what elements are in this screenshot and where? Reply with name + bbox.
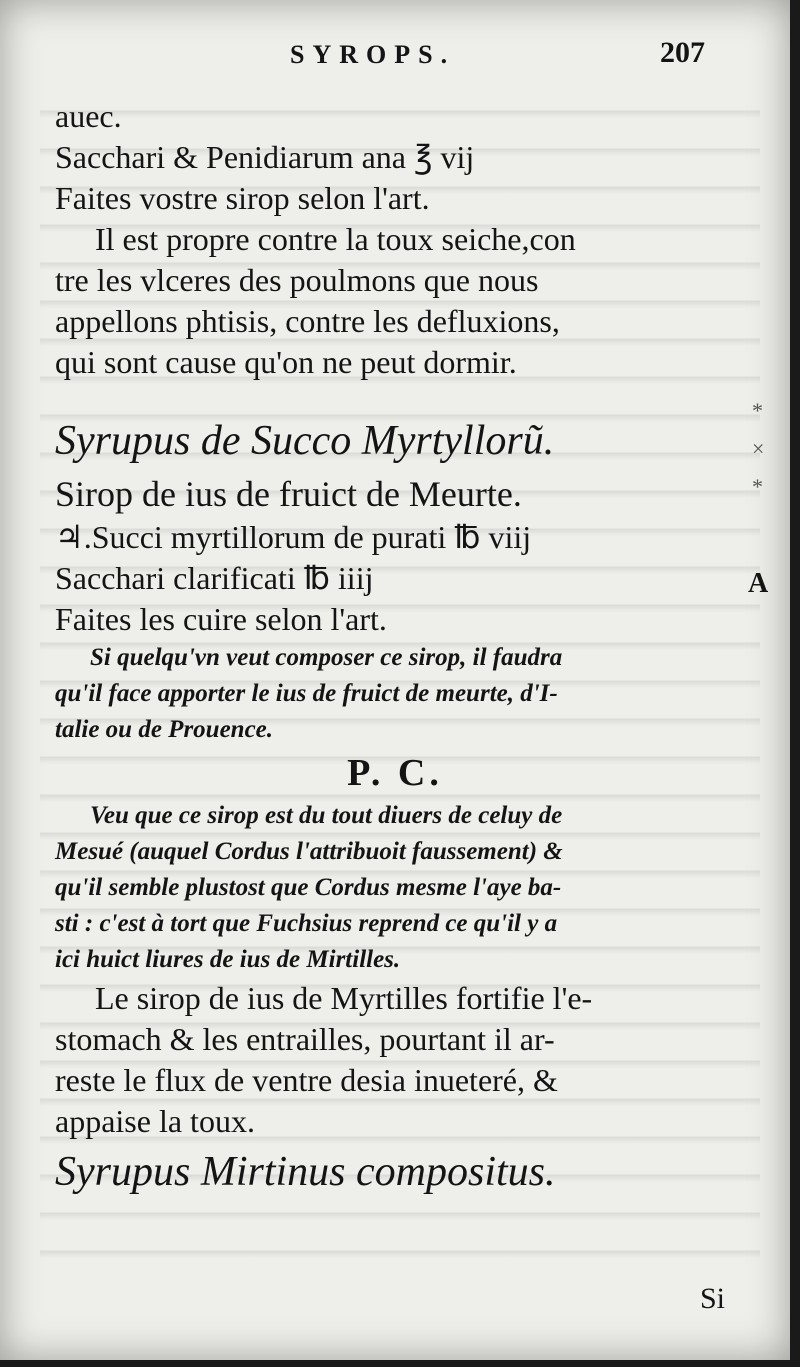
text-line: stomach & les entrailles, pourtant il ar- xyxy=(55,1021,555,1057)
catchword: Si xyxy=(700,1282,726,1315)
margin-asterisk: × xyxy=(752,436,765,461)
text-line: Faites vostre sirop selon l'art. xyxy=(55,180,430,216)
running-title: SYROPS. xyxy=(290,40,456,69)
text-line: Faites les cuire selon l'art. xyxy=(55,601,387,637)
text-line: reste le flux de ventre desia inueteré, & xyxy=(55,1062,558,1098)
usage-paragraph xyxy=(55,219,735,383)
text-line: Il est propre contre la toux seiche,con xyxy=(95,221,576,257)
note-line: Veu que ce sirop est du tout diuers de celuy de xyxy=(90,802,563,829)
note-line: Si quelqu'vn veut composer ce sirop, il faudra xyxy=(90,644,563,671)
text-line: Le sirop de ius de Myrtilles fortifie l'e- xyxy=(95,980,593,1016)
page-header xyxy=(0,36,790,80)
recipe-note xyxy=(55,640,735,748)
note-line: talie ou de Prouence. xyxy=(55,716,274,743)
text-line: tre les vlceres des poulmons que nous xyxy=(55,262,539,298)
french-recipe-title: Sirop de ius de fruict de Meurte. xyxy=(55,474,522,514)
note-line: qu'il semble plustost que Cordus mesme l'aye ba- xyxy=(55,874,562,901)
opening-lines xyxy=(55,96,735,219)
note-line: sti : c'est à tort que Fuchsius reprend ce qu'il y a xyxy=(55,910,558,937)
text-line: appaise la toux. xyxy=(55,1103,255,1139)
note-line: qu'il face apporter le ius de fruict de meurte, d'I- xyxy=(55,680,558,707)
virtue-paragraph xyxy=(55,978,735,1142)
note-line: ici huict liures de ius de Mirtilles. xyxy=(55,946,401,973)
pc-heading: P. C. xyxy=(347,752,443,794)
text-line: Sacchari clarificati ℔ iiij xyxy=(55,560,374,596)
page-number: 207 xyxy=(660,36,705,69)
recipe-ingredients xyxy=(55,517,735,640)
text-block xyxy=(55,96,735,1202)
text-line: auec. xyxy=(55,98,122,134)
text-line: ♃.Succi myrtillorum de purati ℔ viij xyxy=(55,519,532,555)
text-line: qui sont cause qu'on ne peut dormir. xyxy=(55,344,517,380)
next-recipe-title: Syrupus Mirtinus compositus. xyxy=(55,1149,556,1195)
text-line: appellons phtisis, contre les defluxions, xyxy=(55,303,560,339)
margin-letter: A xyxy=(748,568,769,599)
pc-commentary xyxy=(55,798,735,978)
latin-recipe-title: Syrupus de Succo Myrtyllorũ. xyxy=(55,418,555,464)
margin-asterisk: * xyxy=(752,398,763,423)
margin-asterisk: * xyxy=(752,474,763,499)
text-line: Sacchari & Penidiarum ana ℥ vij xyxy=(55,139,475,175)
note-line: Mesué (auquel Cordus l'attribuoit faussement) & xyxy=(55,838,563,865)
